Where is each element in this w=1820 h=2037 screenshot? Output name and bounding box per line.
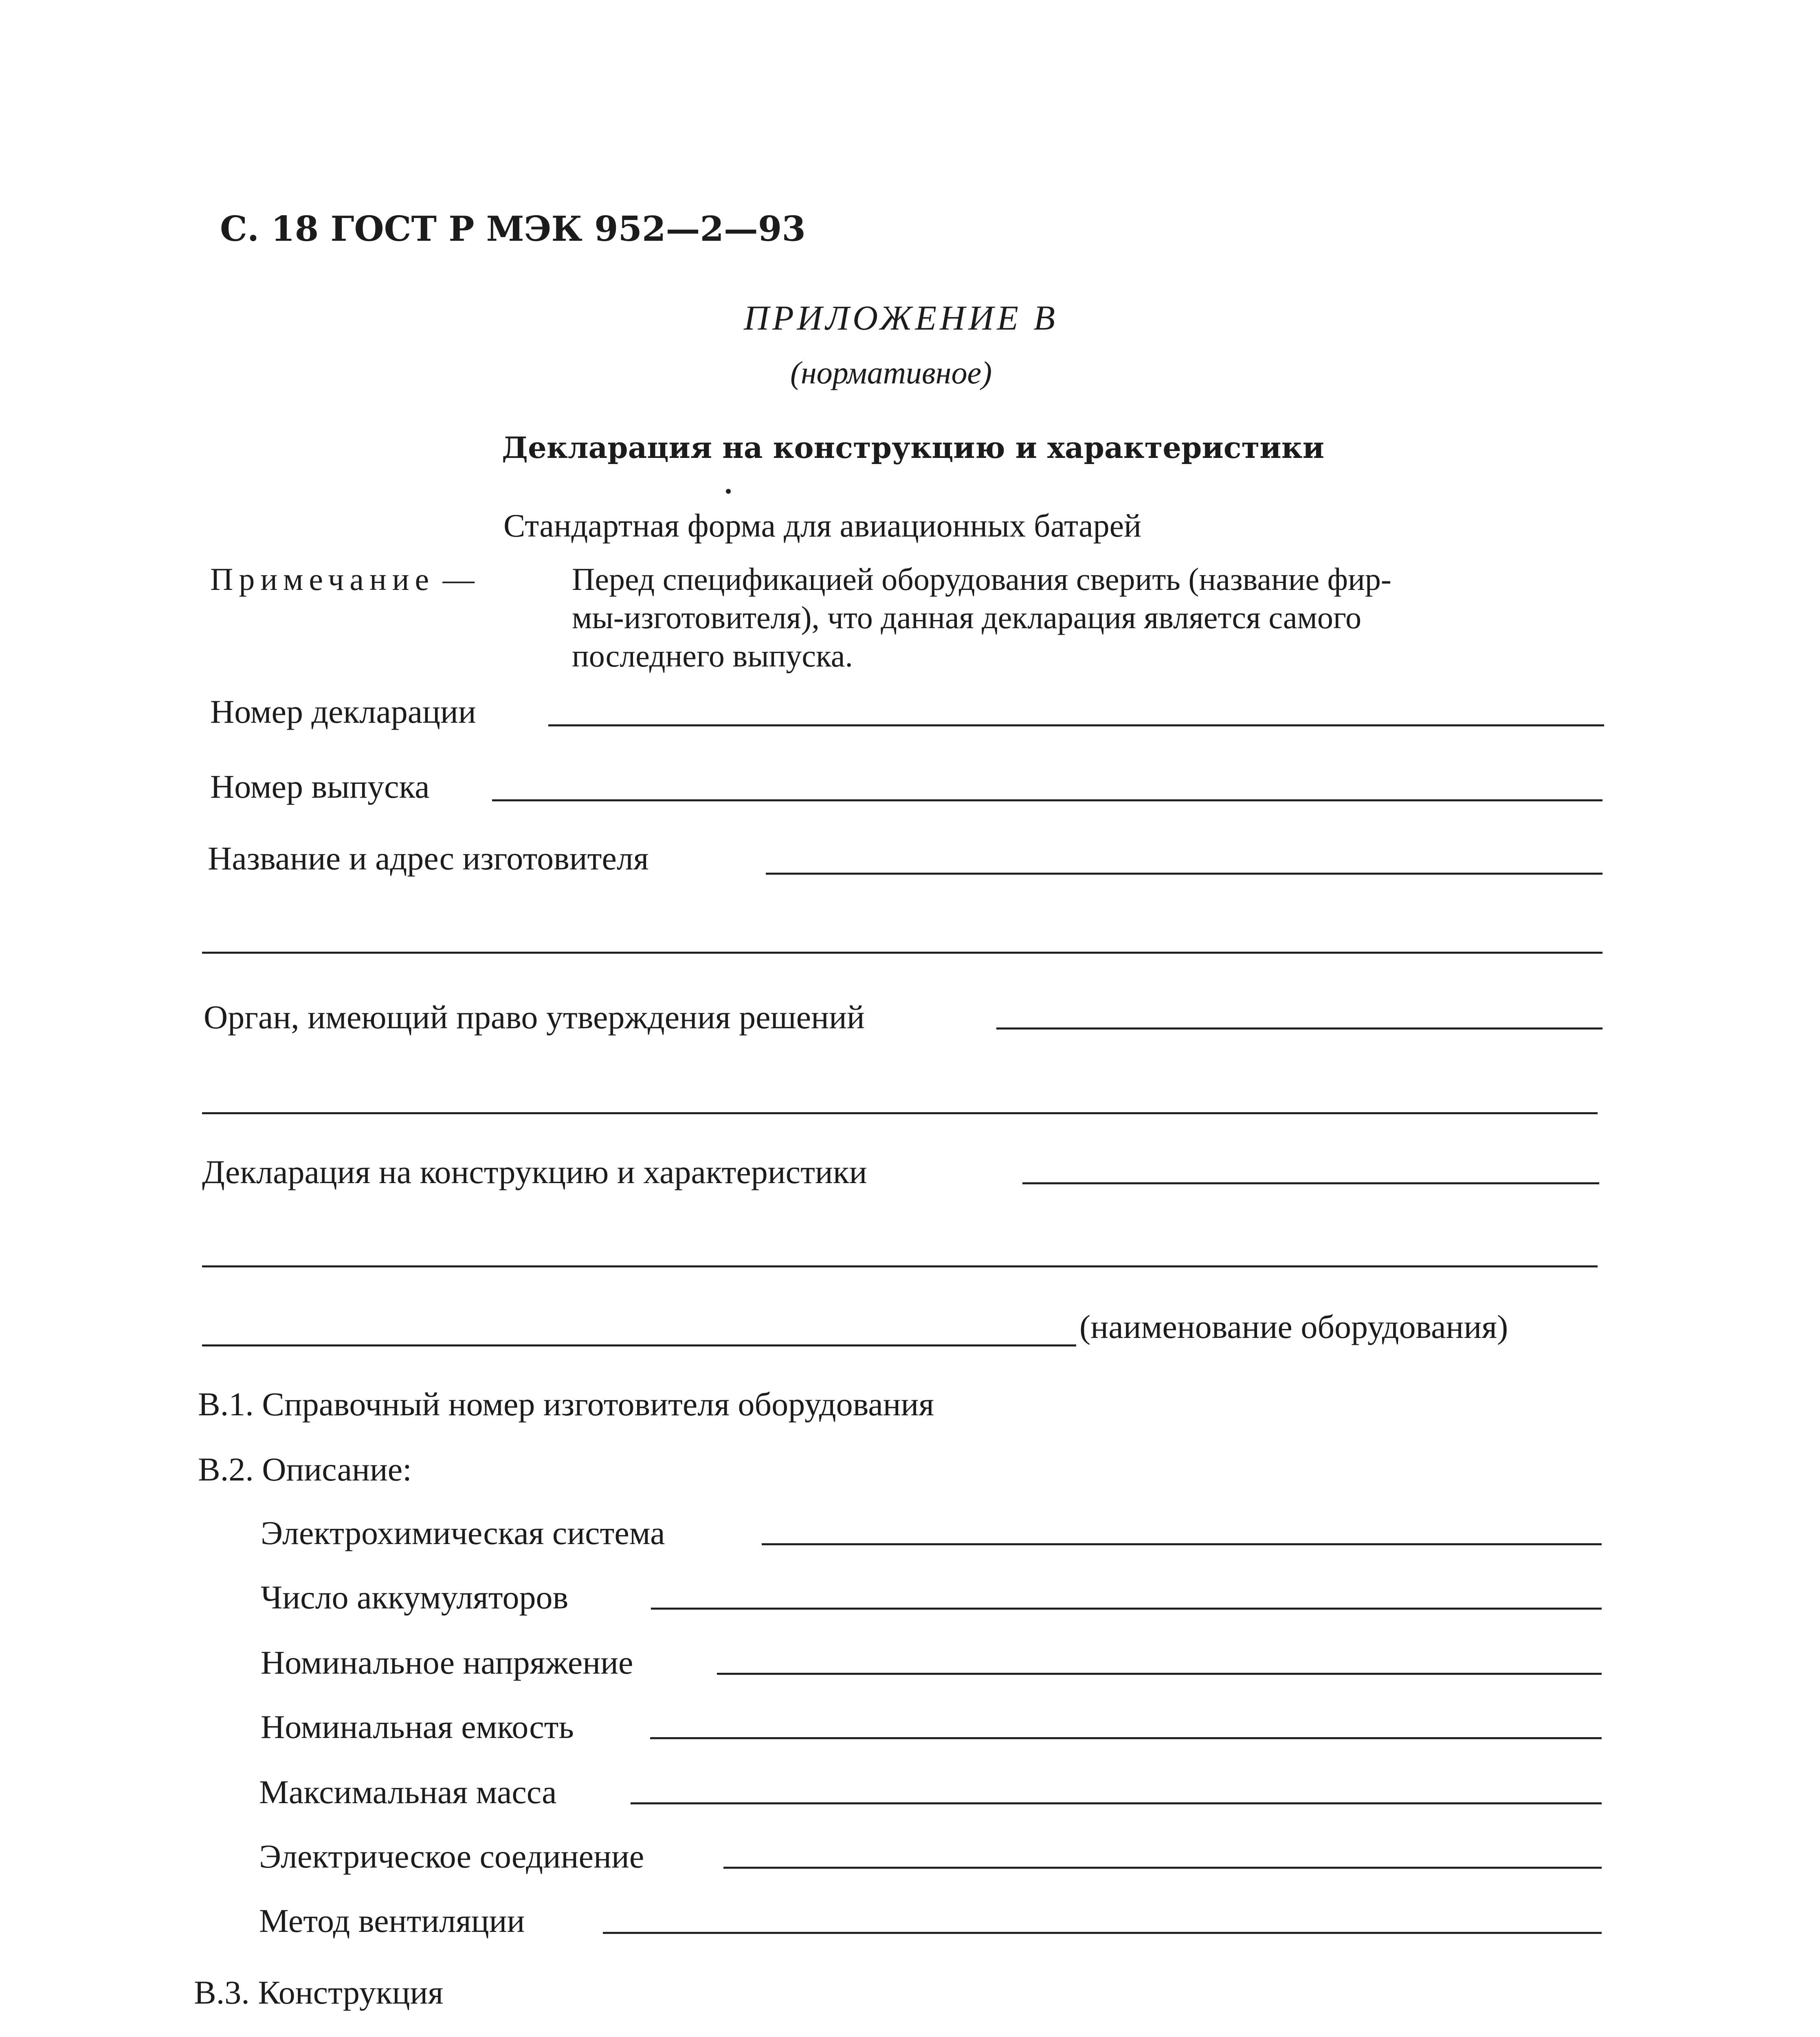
appendix-status: (нормативное) — [790, 355, 992, 390]
nominal-capacity-field[interactable] — [650, 1737, 1602, 1739]
ventilation-method-field[interactable] — [603, 1932, 1602, 1934]
nominal-voltage-label: Номинальное напряжение — [261, 1644, 633, 1681]
declaration-field[interactable] — [1022, 1182, 1599, 1184]
section-b2-heading: В.2. Описание: — [198, 1451, 412, 1488]
document-title: Декларация на конструкцию и характеристики — [502, 430, 1325, 465]
authority-field[interactable] — [996, 1027, 1602, 1029]
electrical-connection-label: Электрическое соединение — [259, 1838, 644, 1875]
declaration-field-continued[interactable] — [202, 1265, 1598, 1267]
title-dot — [726, 489, 731, 494]
section-b3-heading: В.3. Конструкция — [194, 1974, 444, 2011]
page-header: С. 18 ГОСТ Р МЭК 952—2—93 — [220, 209, 806, 249]
note-line-1: Перед спецификацией оборудования сверить (название фир- — [572, 561, 1391, 597]
equipment-name-caption: (наименование оборудования) — [1079, 1308, 1508, 1345]
declaration-number-field[interactable] — [548, 724, 1604, 726]
appendix-title: ПРИЛОЖЕНИЕ В — [744, 298, 1058, 337]
note-label: Примечание — — [210, 561, 475, 597]
issue-number-field[interactable] — [492, 799, 1602, 801]
document-subtitle: Стандартная форма для авиационных батарей — [503, 508, 1141, 544]
equipment-name-field[interactable] — [202, 1344, 1076, 1346]
note-line-3: последнего выпуска. — [572, 638, 853, 673]
nominal-capacity-label: Номинальная емкость — [261, 1708, 574, 1745]
cell-count-field[interactable] — [651, 1608, 1602, 1610]
manufacturer-field-continued[interactable] — [202, 952, 1602, 954]
manufacturer-field[interactable] — [766, 873, 1602, 875]
declaration-number-label: Номер декларации — [210, 693, 476, 730]
authority-field-continued[interactable] — [202, 1112, 1598, 1114]
manufacturer-label: Название и адрес изготовителя — [208, 840, 649, 877]
section-b1: В.1. Справочный номер изготовителя оборудования — [198, 1386, 934, 1423]
authority-label: Орган, имеющий право утверждения решений — [204, 999, 865, 1036]
electrical-connection-field[interactable] — [723, 1867, 1602, 1869]
cell-count-label: Число аккумуляторов — [261, 1579, 569, 1616]
nominal-voltage-field[interactable] — [717, 1673, 1602, 1675]
max-mass-label: Максимальная масса — [259, 1773, 557, 1810]
issue-number-label: Номер выпуска — [210, 768, 430, 805]
max-mass-field[interactable] — [631, 1802, 1602, 1804]
declaration-label: Декларация на конструкцию и характеристики — [202, 1153, 867, 1190]
note-line-2: мы-изготовителя), что данная декларация является самого — [572, 600, 1361, 635]
electrochemical-system-label: Электрохимическая система — [261, 1514, 665, 1551]
ventilation-method-label: Метод вентиляции — [259, 1902, 525, 1939]
electrochemical-system-field[interactable] — [762, 1543, 1602, 1545]
